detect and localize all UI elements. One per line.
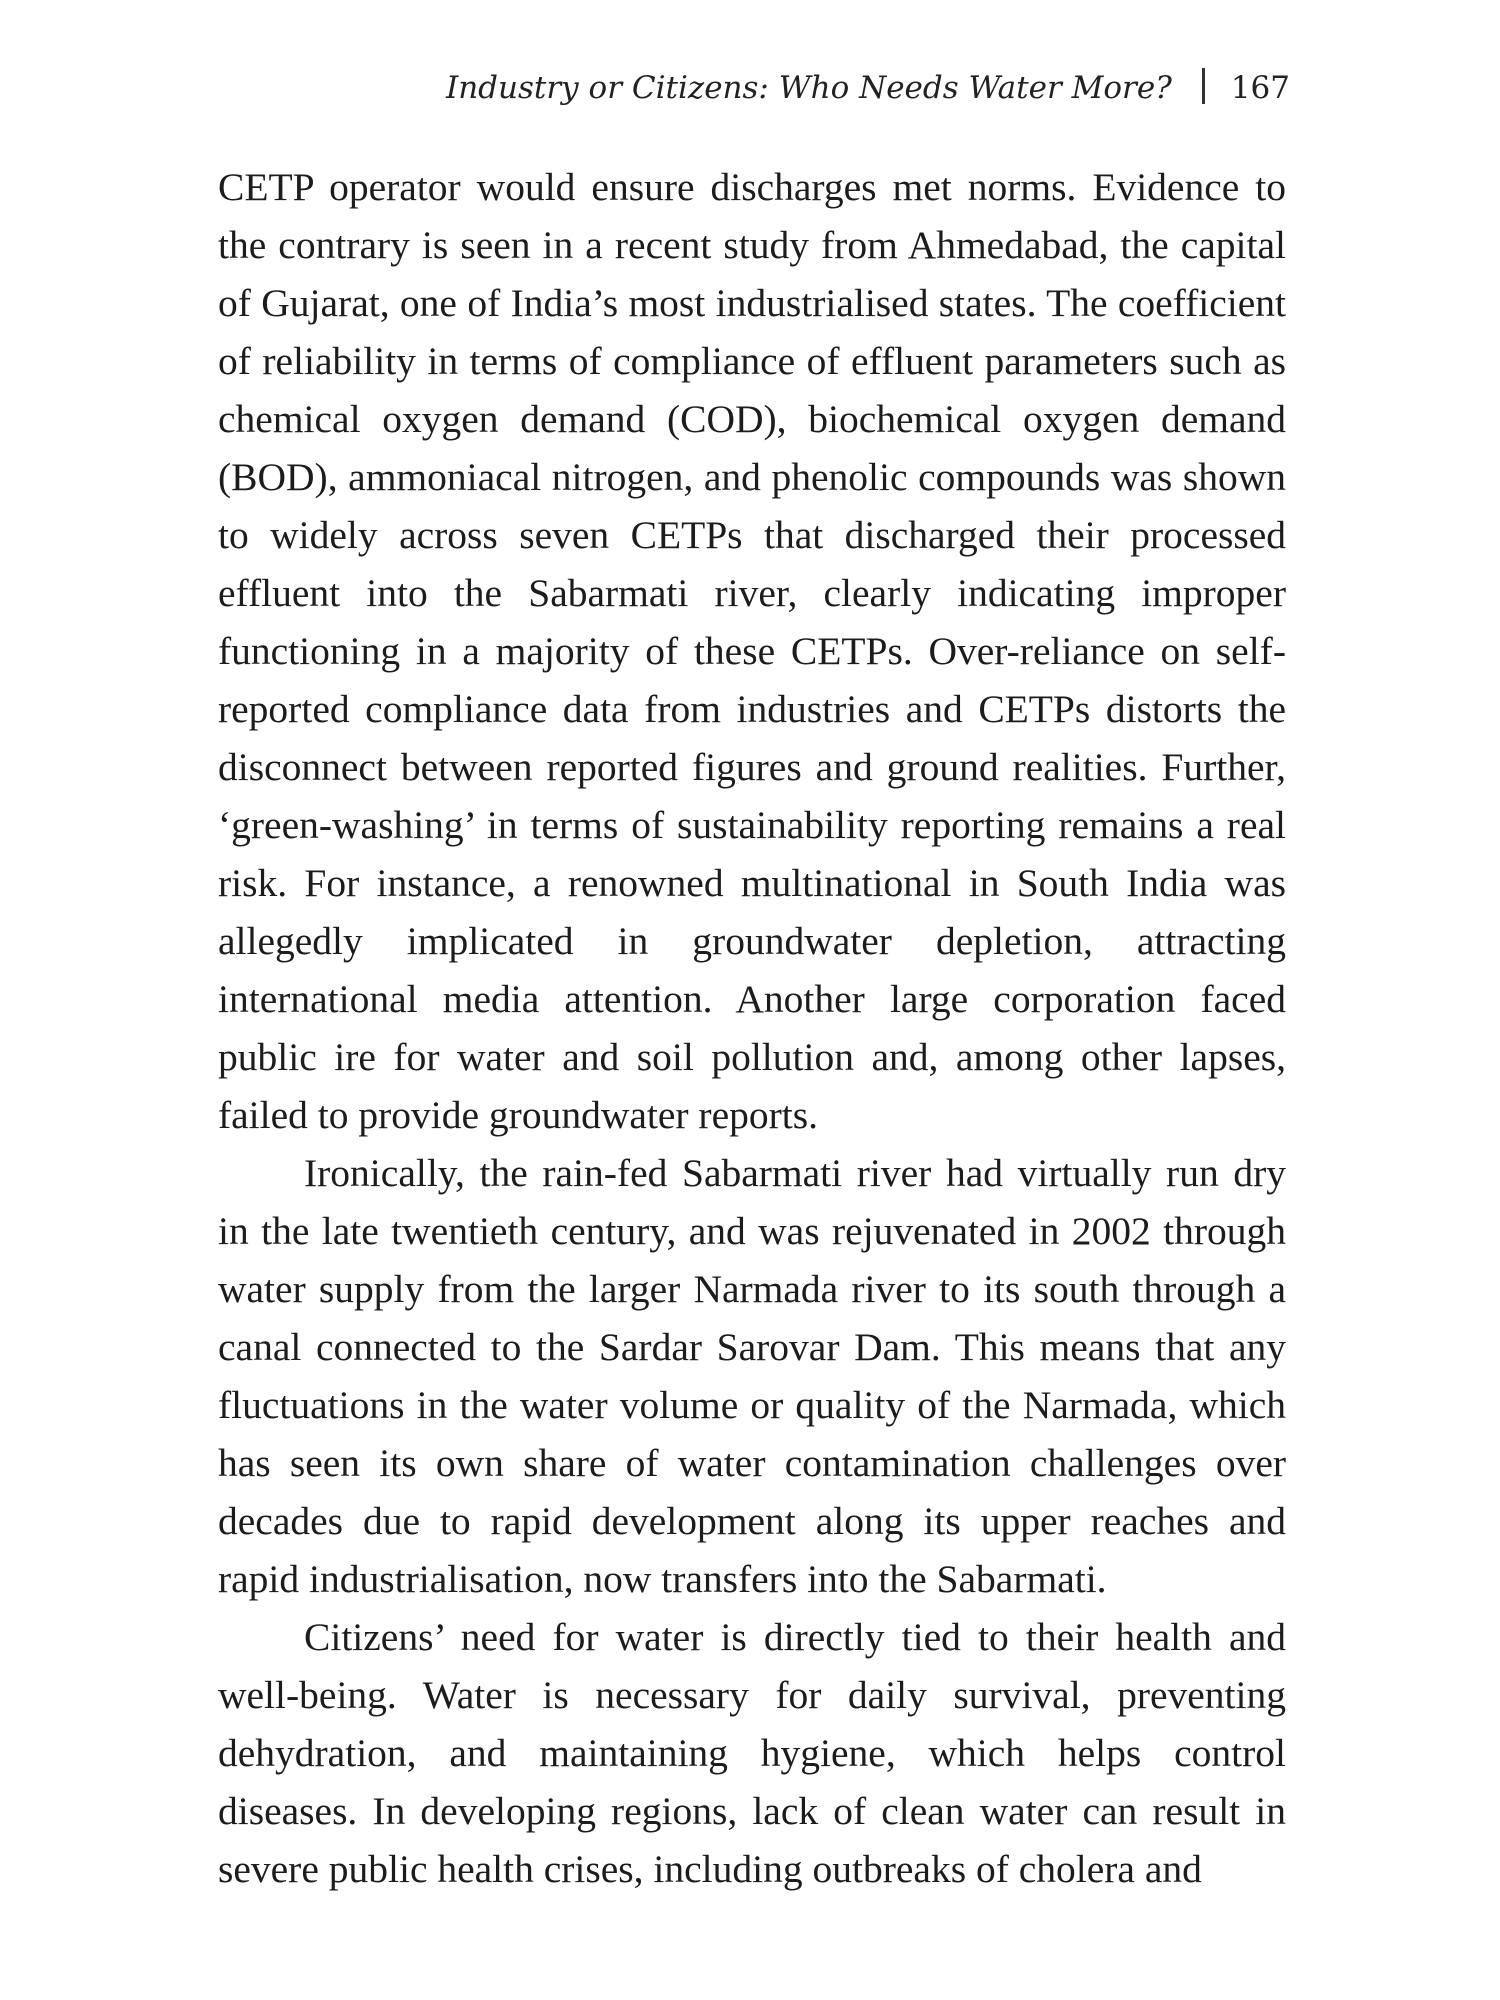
header-divider bbox=[1202, 68, 1205, 104]
paragraph-sabarmati: Ironically, the rain-fed Sabarmati river had virtually run dry in the late twentieth century, and was rejuvenated in 2002 through water supply from the larger Narmada river to its south through a canal connected to the Sardar Sarovar Dam. This means that any fluctuations in the water volume or quality of the Narmada, which has seen its own share of water contamination challenges over decades due to rapid development along its upper reaches and rapid industrialisation, now transfers into the Sabarmati. bbox=[218, 1151, 1286, 1601]
page-number: 167 bbox=[1230, 70, 1290, 106]
paragraph-continuation: CETP operator would ensure discharges met norms. Evidence to the contrary is seen in a recent study from Ahmedabad, the capital of Gujarat, one of India’s most industrialised states. The coefficient of reliability in terms of compliance of effluent parameters such as chemical oxygen demand (COD), biochemical oxygen demand (BOD), ammoniacal nitrogen, and phenolic compounds was shown to widely across seven CETPs that discharged their processed effluent into the Sabarmati river, clearly indicating improper functioning in a majority of these CETPs. Over-reliance on self-reported compliance data from industries and CETPs distorts the disconnect between reported figures and ground realities. Further, ‘green-washing’ in terms of sustainability reporting remains a real risk. For instance, a renowned multinational in South India was allegedly implicated in groundwater depletion, attracting international media attention. Another large corporation faced public ire for water and soil pollution and, among other lapses, failed to provide groundwater reports. bbox=[218, 165, 1286, 1137]
body-text bbox=[218, 158, 1286, 1898]
paragraph-citizens-need: Citizens’ need for water is directly tied to their health and well-being. Water is necessary for daily survival, preventing dehydration, and maintaining hygiene, which helps control diseases. In developing regions, lack of clean water can result in severe public health crises, including outbreaks of cholera and bbox=[218, 1615, 1286, 1891]
running-header bbox=[446, 62, 1290, 106]
running-header-title: Industry or Citizens: Who Needs Water More? bbox=[445, 70, 1172, 106]
